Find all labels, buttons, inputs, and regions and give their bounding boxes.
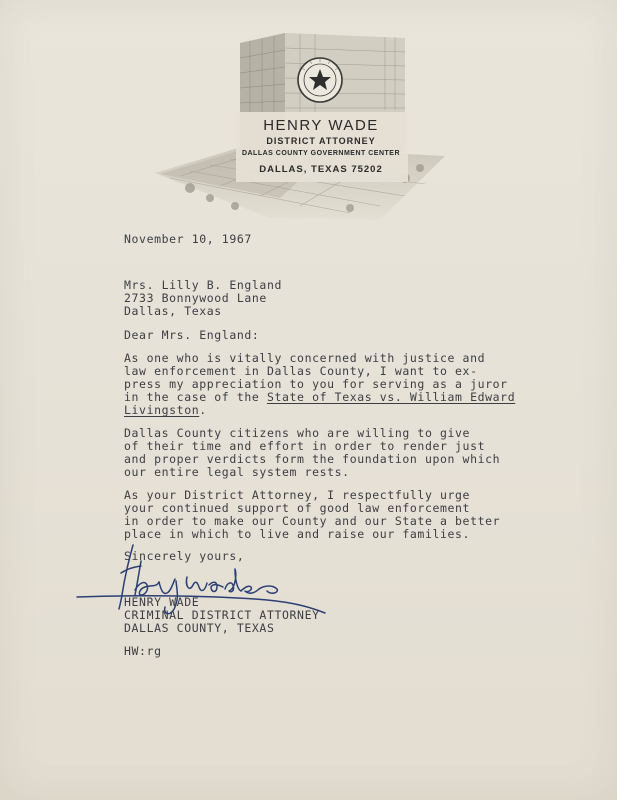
closing: Sincerely yours, bbox=[124, 549, 245, 563]
signer-office: DALLAS COUNTY, TEXAS bbox=[124, 621, 275, 635]
case-period: . bbox=[199, 403, 207, 417]
signer-name: HENRY WADE bbox=[124, 595, 200, 609]
paragraph-2-line: our entire legal system rests. bbox=[124, 465, 350, 479]
case-name-underlined: Livingston bbox=[124, 403, 200, 417]
letterhead-title: DISTRICT ATTORNEY bbox=[266, 136, 376, 146]
letterhead-city: DALLAS, TEXAS 75202 bbox=[259, 164, 383, 175]
paragraph-2-line: of their time and effort in order to render just bbox=[124, 439, 486, 453]
paragraph-3-line: your continued support of good law enforcement bbox=[124, 501, 471, 515]
letterhead-name: HENRY WADE bbox=[263, 117, 379, 134]
paragraph-2-line: Dallas County citizens who are willing to give bbox=[124, 426, 471, 440]
typist-initials: HW:rg bbox=[124, 644, 162, 658]
paragraph-3-line: in order to make our County and our State a better bbox=[124, 514, 501, 528]
letterhead-address-line: DALLAS COUNTY GOVERNMENT CENTER bbox=[241, 150, 401, 157]
paragraph-2-line: and proper verdicts form the foundation upon which bbox=[124, 452, 501, 466]
case-intro-text: in the case of the bbox=[124, 390, 267, 404]
recipient-street: 2733 Bonnywood Lane bbox=[124, 291, 267, 305]
salutation: Dear Mrs. England: bbox=[124, 328, 260, 342]
county-seal-icon bbox=[298, 58, 342, 102]
paragraph-1-line: press my appreciation to you for serving as a juror bbox=[124, 377, 508, 391]
letter-date: November 10, 1967 bbox=[124, 232, 252, 246]
paragraph-1-line bbox=[124, 404, 207, 417]
paragraph-1-line: law enforcement in Dallas County, I want to ex- bbox=[124, 364, 478, 378]
recipient-name: Mrs. Lilly B. England bbox=[124, 278, 282, 292]
paragraph-1-line: As one who is vitally concerned with justice and bbox=[124, 351, 486, 365]
recipient-city: Dallas, Texas bbox=[124, 304, 222, 318]
signer-title: CRIMINAL DISTRICT ATTORNEY bbox=[124, 608, 320, 622]
case-name-underlined: State of Texas vs. William Edward bbox=[266, 390, 516, 404]
paragraph-3-line: place in which to live and raise our families. bbox=[124, 527, 471, 541]
paragraph-3-line: As your District Attorney, I respectfully urge bbox=[124, 488, 471, 502]
handwritten-signature bbox=[75, 535, 335, 630]
